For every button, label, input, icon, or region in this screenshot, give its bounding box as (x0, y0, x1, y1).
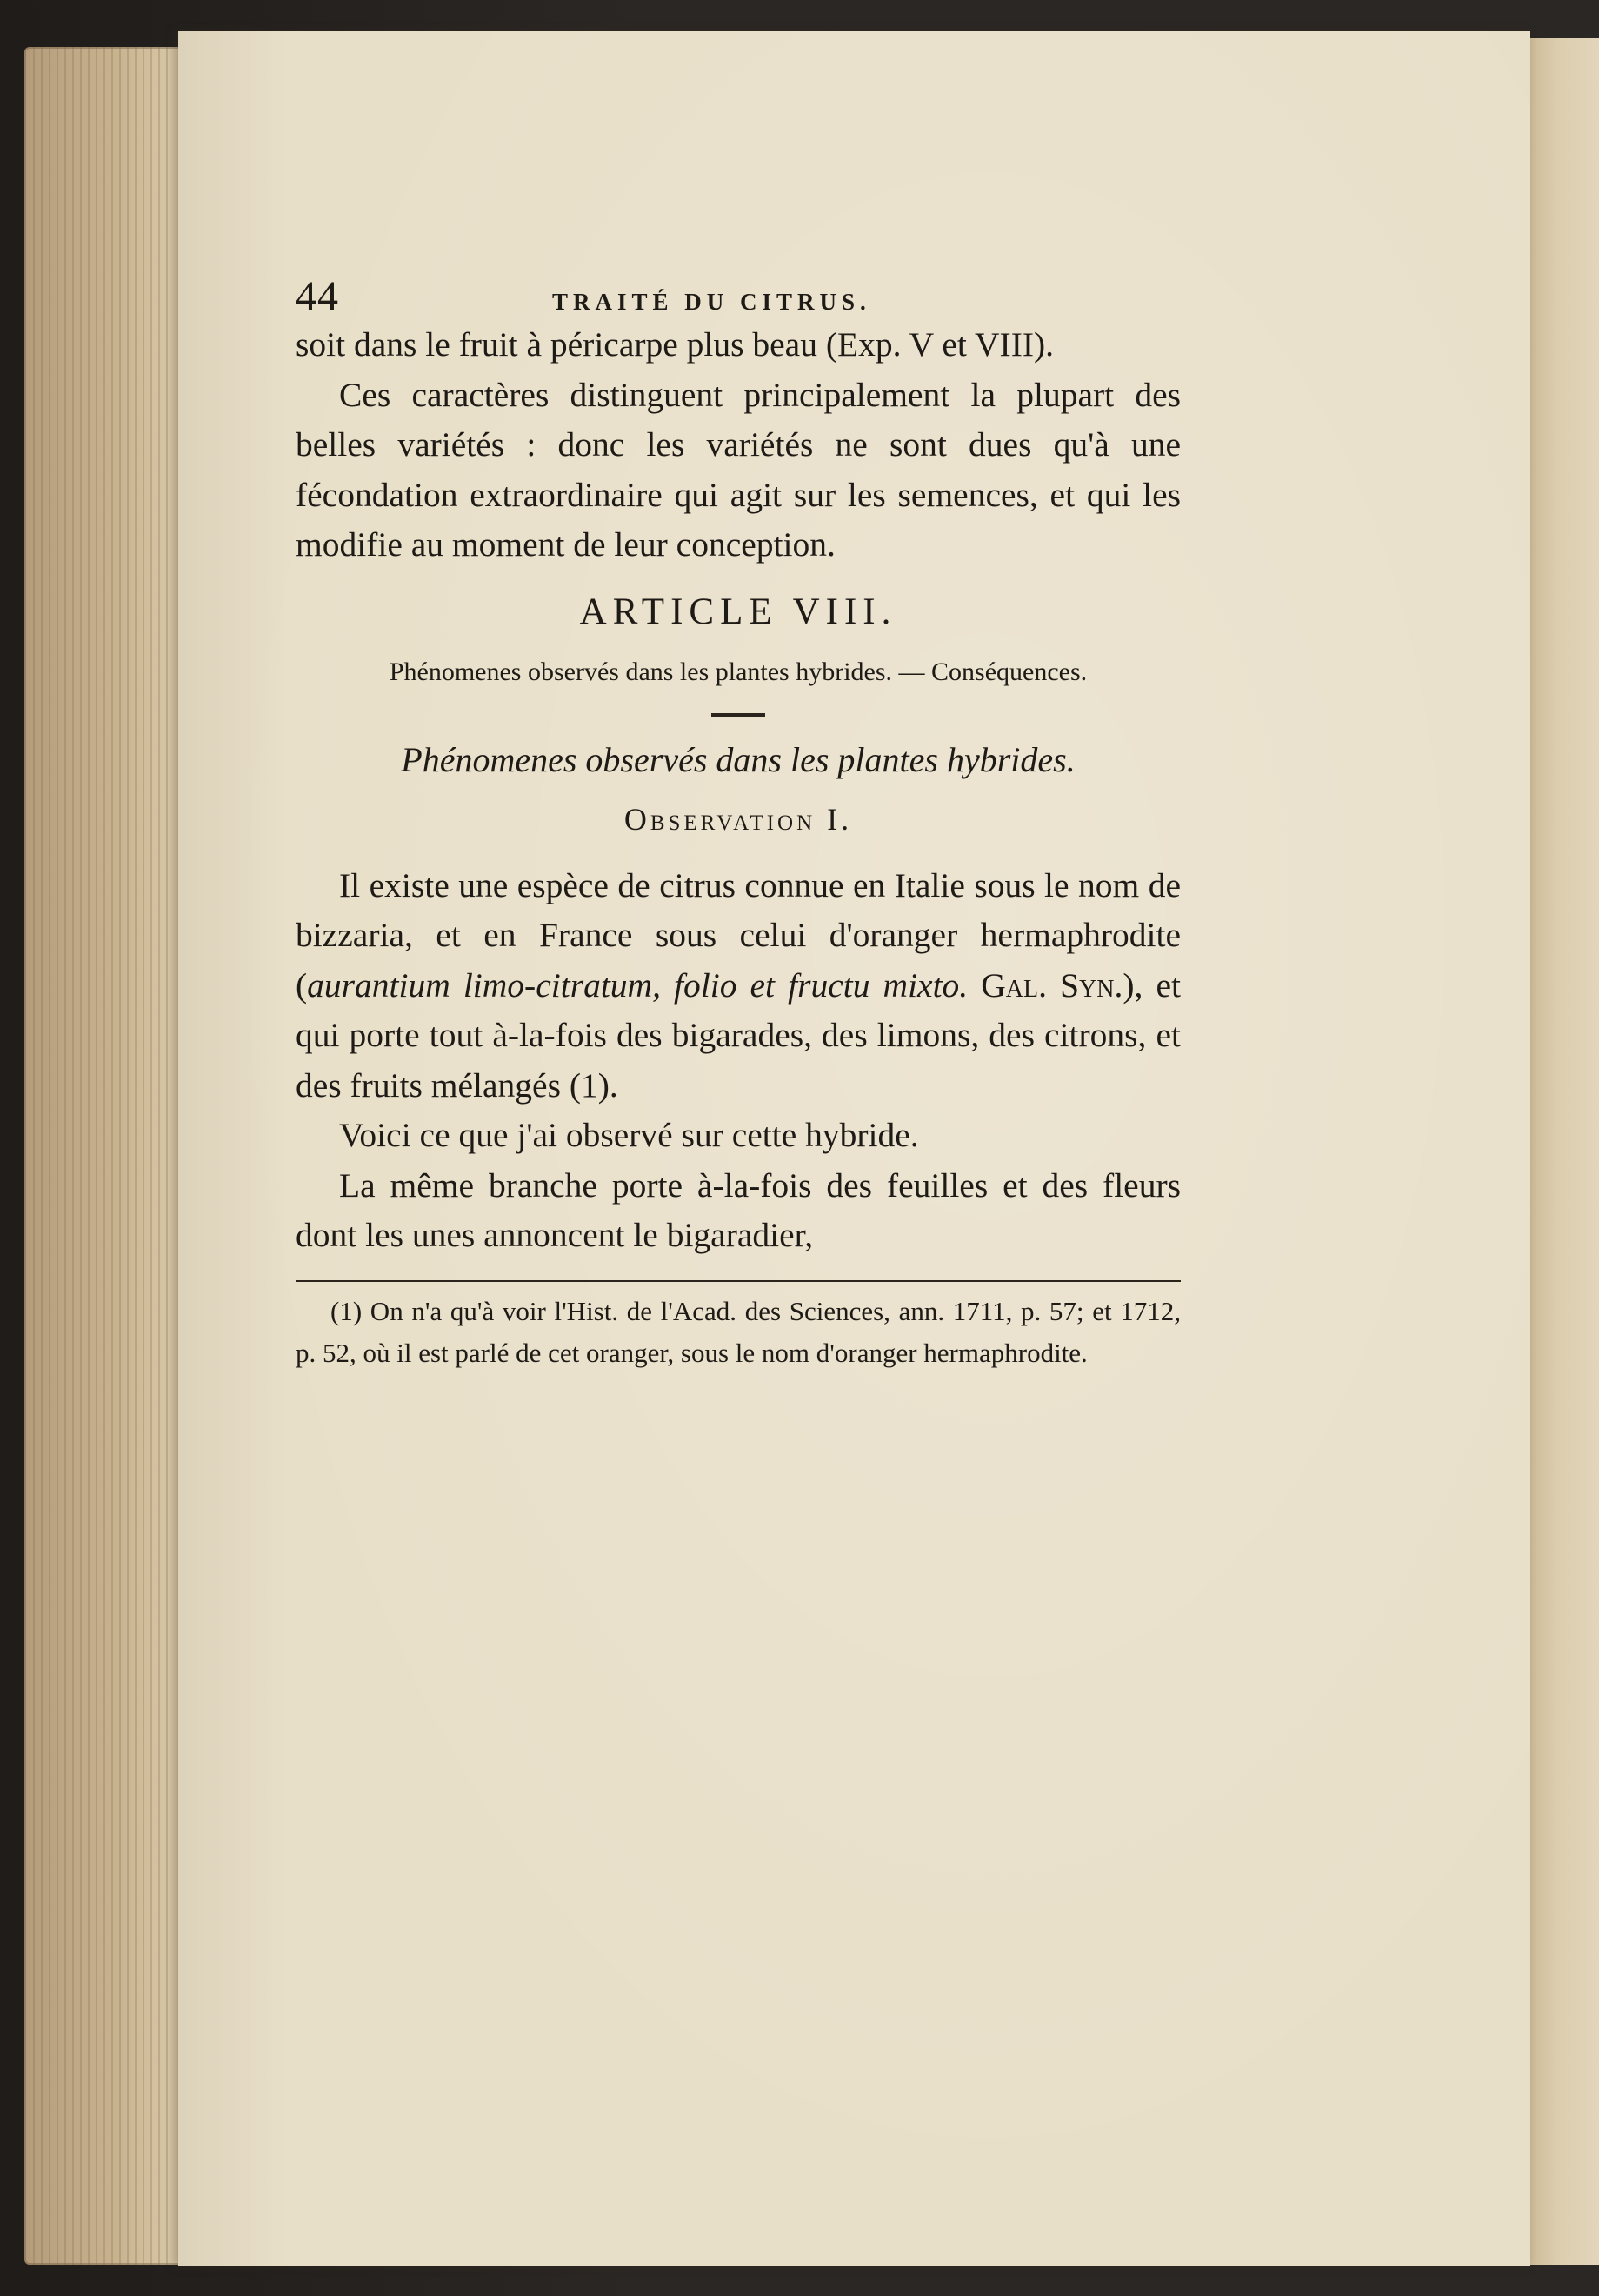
paragraph-varieties: Ces caractères distinguent principalement la plupart des belles variétés : donc les variétés ne sont dues qu'à une fécondation extraordinaire qui agit sur les semences, et qui les modifie au moment de leur conception. (296, 375, 1181, 564)
page-number: 44 (296, 273, 339, 319)
facing-page-edge (1523, 38, 1599, 2265)
observation-heading: Observation I. (623, 801, 853, 837)
section-divider (711, 713, 765, 717)
bizzaria-text-2: ), et qui porte tout à-la-fois des bigarades, des limons, des citrons, et des fruits mélangés (1). (296, 965, 1181, 1105)
article-heading: ARTICLE VIII. (579, 591, 897, 632)
running-title: TRAITÉ DU CITRUS. (552, 289, 871, 315)
book-page (178, 31, 1530, 2266)
text-block (296, 266, 1181, 1374)
footnote: (1) On n'a qu'à voir l'Hist. de l'Acad. des Sciences, ann. 1711, p. 57; et 1712, p. 52, où il est parlé de cet oranger, sous le nom d'oranger hermaphrodite. (296, 1295, 1181, 1368)
latin-name: aurantium limo-citratum, folio et fructu mixto. (307, 965, 969, 1004)
paragraph-continuation: soit dans le fruit à péricarpe plus beau (Exp. V et VIII). (296, 325, 1055, 364)
running-head (296, 266, 1181, 320)
paragraph-bizzaria (296, 861, 1181, 1111)
section-title: Phénomenes observés dans les plantes hybrides. (401, 739, 1076, 779)
bizzaria-text-1: Il existe une espèce de citrus connue en Italie sous le nom de bizzaria, et en France sous celui d'oranger hermaphrodite ( (296, 865, 1181, 1004)
article-subheading: Phénomenes observés dans les plantes hybrides. — Conséquences. (389, 657, 1088, 686)
footnote-rule (296, 1280, 1181, 1282)
paragraph-observed: Voici ce que j'ai observé sur cette hybride. (339, 1116, 919, 1154)
paragraph-branch: La même branche porte à-la-fois des feuilles et des fleurs dont les unes annoncent le bigaradier, (296, 1165, 1181, 1254)
citation-gal-syn: Gal. Syn. (968, 965, 1123, 1004)
